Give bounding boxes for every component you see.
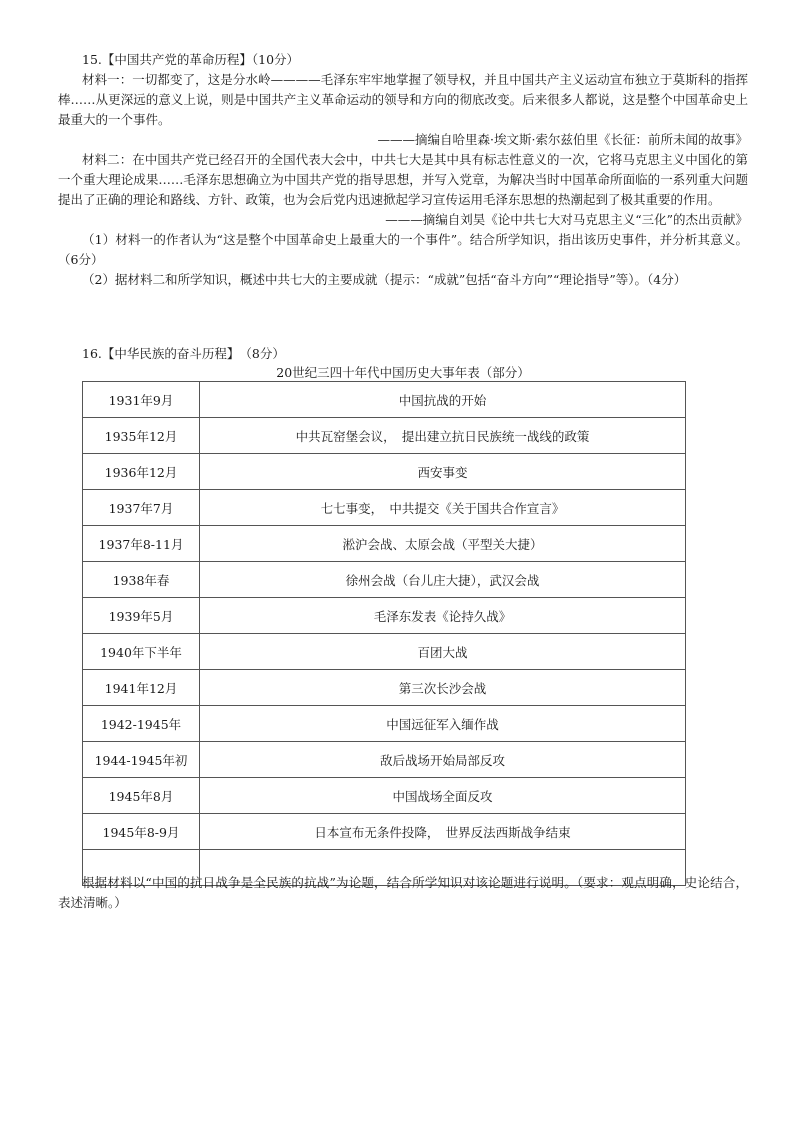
question-15-part-2: （2）据材料二和所学知识，概述中共七大的主要成就（提示：“成就”包括“奋斗方向”“理论指导”等）。（4分） — [82, 272, 687, 287]
table-title: 20世纪三四十年代中国历史大事年表（部分） — [276, 365, 530, 380]
row-event: 七七事变， 中共提交《关于国共合作宣言》 — [200, 490, 686, 526]
row-event: 西安事变 — [200, 454, 686, 490]
question-16-instruction: 根据材料以“中国的抗日战争是全民族的抗战”为论题，结合所学知识对该论题进行说明。（要求：观点明确，史论结合，表述清晰。） — [58, 875, 748, 910]
row-event: 淞沪会战、太原会战（平型关大捷） — [200, 526, 686, 562]
table-row — [83, 526, 686, 562]
row-date: 1937年7月 — [83, 490, 200, 526]
row-date: 1944-1945年初 — [83, 742, 200, 778]
material-2-source: ———摘编自刘昊《论中共七大对马克思主义“三化”的杰出贡献》 — [385, 212, 748, 227]
table-row — [83, 814, 686, 850]
row-date: 1941年12月 — [83, 670, 200, 706]
table-row — [83, 742, 686, 778]
question-15-heading: 15.【中国共产党的革命历程】（10分） — [82, 52, 300, 67]
row-date: 1945年8月 — [83, 778, 200, 814]
table-row — [83, 454, 686, 490]
row-event: 毛泽东发表《论持久战》 — [200, 598, 686, 634]
question-16-instruction-block — [58, 873, 748, 913]
table-row — [83, 778, 686, 814]
row-event: 徐州会战（台儿庄大捷），武汉会战 — [200, 562, 686, 598]
row-date: 1937年8-11月 — [83, 526, 200, 562]
row-date: 1931年9月 — [83, 382, 200, 418]
row-event: 第三次长沙会战 — [200, 670, 686, 706]
table-row — [83, 490, 686, 526]
row-date: 1938年春 — [83, 562, 200, 598]
row-date: 1940年下半年 — [83, 634, 200, 670]
row-date: 1939年5月 — [83, 598, 200, 634]
row-date: 1942-1945年 — [83, 706, 200, 742]
events-table — [82, 381, 686, 886]
row-date: 1936年12月 — [83, 454, 200, 490]
row-date: 1945年8-9月 — [83, 814, 200, 850]
row-event: 百团大战 — [200, 634, 686, 670]
row-event: 敌后战场开始局部反攻 — [200, 742, 686, 778]
material-1-source: ———摘编自哈里森·埃文斯·索尔兹伯里《长征：前所未闻的故事》 — [377, 132, 748, 147]
row-event: 中国远征军入缅作战 — [200, 706, 686, 742]
question-16 — [58, 344, 748, 382]
row-event: 日本宣布无条件投降， 世界反法西斯战争结束 — [200, 814, 686, 850]
row-event: 中国抗战的开始 — [200, 382, 686, 418]
row-event: 中国战场全面反攻 — [200, 778, 686, 814]
question-15 — [58, 50, 748, 290]
material-1: 材料一：一切都变了，这是分水岭————毛泽东牢牢地掌握了领导权，并且中国共产主义运动宣布独立于莫斯科的指挥棒……从更深远的意义上说，则是中国共产主义革命运动的领导和方向的彻底改变。后来很多人都说，这是整个中国革命史上最重大的一个事件。 — [58, 72, 748, 127]
material-2: 材料二：在中国共产党已经召开的全国代表大会中，中共七大是其中具有标志性意义的一次，它将马克思主义中国化的第一个重大理论成果……毛泽东思想确立为中国共产党的指导思想，并写入党章，为解决当时中国革命所面临的一系列重大问题提出了正确的理论和路线、方针、政策，也为会后党内迅速掀起学习宣传运用毛泽东思想的热潮起到了极其重要的作用。 — [58, 152, 748, 207]
table-row — [83, 634, 686, 670]
table-row — [83, 598, 686, 634]
question-16-heading: 16.【中华民族的奋斗历程】 （8分） — [82, 346, 285, 361]
question-15-part-1: （1）材料一的作者认为“这是整个中国革命史上最重大的一个事件”。结合所学知识，指出该历史事件，并分析其意义。（6分） — [58, 232, 748, 267]
table-row — [83, 418, 686, 454]
row-date: 1935年12月 — [83, 418, 200, 454]
table-row — [83, 706, 686, 742]
row-event: 中共瓦窑堡会议， 提出建立抗日民族统一战线的政策 — [200, 418, 686, 454]
table-row — [83, 562, 686, 598]
table-row — [83, 382, 686, 418]
table-row — [83, 670, 686, 706]
